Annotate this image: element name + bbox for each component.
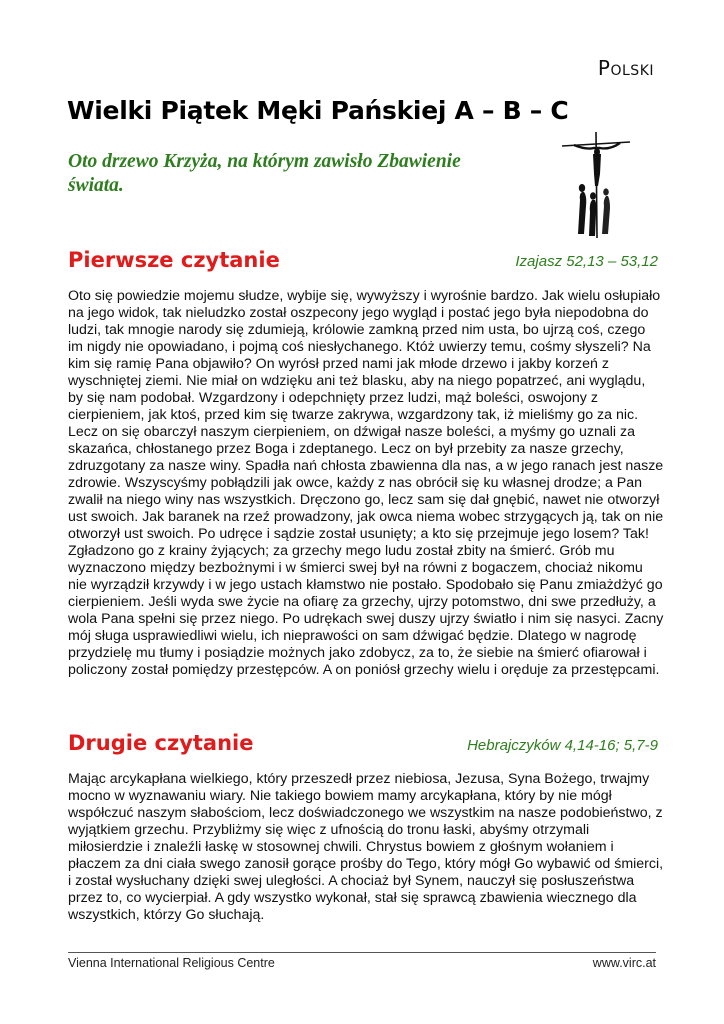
reading-1-text: Oto się powiedzie mojemu słudze, wybije się, wywyższy i wyrośnie bardzo. Jak wielu osłupiało na jego widok, tak nieludzko został oszpecony jego wygląd i postać jego była niepodobna do ludzi, tak mnogie narody się zdumieją, królowie zamkną przed nim usta, bo ujrzą coś, czego im nigdy nie opowiadano, i pojmą coś niesłychanego. Któż uwierzy temu, cośmy słyszeli? Na kim się ramię Pana objawiło? On wyrósł przed nami jak młode drzewo i jakby korzeń z wyschniętej ziemi. Nie miał on wdzięku ani też blasku, aby na niego popatrzeć, ani wyglądu, by się nam podobał. Wzgardzony i odepchnięty przez ludzi, mąż boleści, oswojony z cierpieniem, jak ktoś, przed kim się twarze zakrywa, wzgardzony tak, iż mieliśmy go za nic. Lecz on się obarczył naszym cierpieniem, on dźwigał nasze boleści, a myśmy go uznali za skazańca, chłostanego przez Boga i zdeptanego. Lecz on był przebity za nasze grzechy, zdruzgotany za nasze winy. Spadła nań chłosta zbawienna dla nas, a w jego ranach jest nasze zdrowie. Wszyscyśmy pobłądzili jak owce, każdy z nas obrócił się ku własnej drodze; a Pan zwalił na niego winy nas wszystkich. Dręczono go, lecz sam się dał gnębić, nawet nie otworzył ust swoich. Jak baranek na rzeź prowadzony, jak owca niema wobec strzygących ją, tak on nie otworzył ust swoich. Po udręce i sądzie został usunięty; a kto się przejmuje jego losem? Tak! Zgładzono go z krainy żyjących; za grzechy mego ludu został zbity na śmierć. Grób mu wyznaczono między bezbożnymi i w śmierci swej był na równi z bogaczem, chociaż nikomu nie wyrządził krzywdy i w jego ustach kłamstwo nie postało. Spodobało się Panu zmiażdżyć go cierpieniem. Jeśli wyda swe życie na ofiarę za grzechy, ujrzy potomstwo, dni swe przedłuży, a wola Pana spełni się przez niego. Po udrękach swej duszy ujrzy światło i nim się nasyci. Zacny mój sługa usprawiedliwi wielu, ich nieprawości on sam dźwigać będzie. Dlatego w nagrodę przydzielę mu tłumy i posiądzie możnych jako zdobycz, za to, że siebie na śmierć ofiarował i policzony został pomiędzy przestępców. A on poniósł grzechy wielu i oręduje za przestępcami. (68, 288, 664, 678)
footer-website[interactable]: www.virc.at (592, 956, 656, 970)
reading-1-reference: Izajasz 52,13 – 53,12 (515, 253, 658, 270)
footer-divider (68, 952, 656, 953)
reading-2-text: Mając arcykapłana wielkiego, który przeszedł przez niebiosa, Jezusa, Syna Bożego, trwajmy mocno w wyznawaniu wiary. Nie takiego bowiem mamy arcykapłana, który by nie mógł współczuć naszym słabościom, lecz doświadczonego we wszystkim na nasze podobieństwo, z wyjątkiem grzechu. Przybliżmy się więc z ufnością do tronu łaski, abyśmy otrzymali miłosierdzie i znaleźli łaskę w stosownej chwili. Chrystus bowiem z głośnym wołaniem i płaczem za dni ciała swego zanosił gorące prośby do Tego, który mógł Go wybawić od śmierci, i został wysłuchany dzięki swej uległości. A chociaż był Synem, nauczył się posłuszeństwa przez to, co wycierpiał. A gdy wszystko wykonał, stał się sprawcą zbawienia wiecznego dla wszystkich, którzy Go słuchają. (68, 771, 664, 923)
language-label: Polski (597, 56, 654, 80)
motto: Oto drzewo Krzyża, na którym zawisło Zbawienie świata. (68, 151, 461, 196)
reading-1-heading: Pierwsze czytanie (68, 248, 280, 272)
crucifix-icon (560, 130, 632, 240)
page-title: Wielki Piątek Męki Pańskiej A – B – C (67, 96, 569, 125)
footer-organization: Vienna International Religious Centre (68, 956, 275, 970)
reading-2-reference: Hebrajczyków 4,14-16; 5,7-9 (467, 737, 658, 754)
reading-2-heading: Drugie czytanie (68, 731, 254, 755)
